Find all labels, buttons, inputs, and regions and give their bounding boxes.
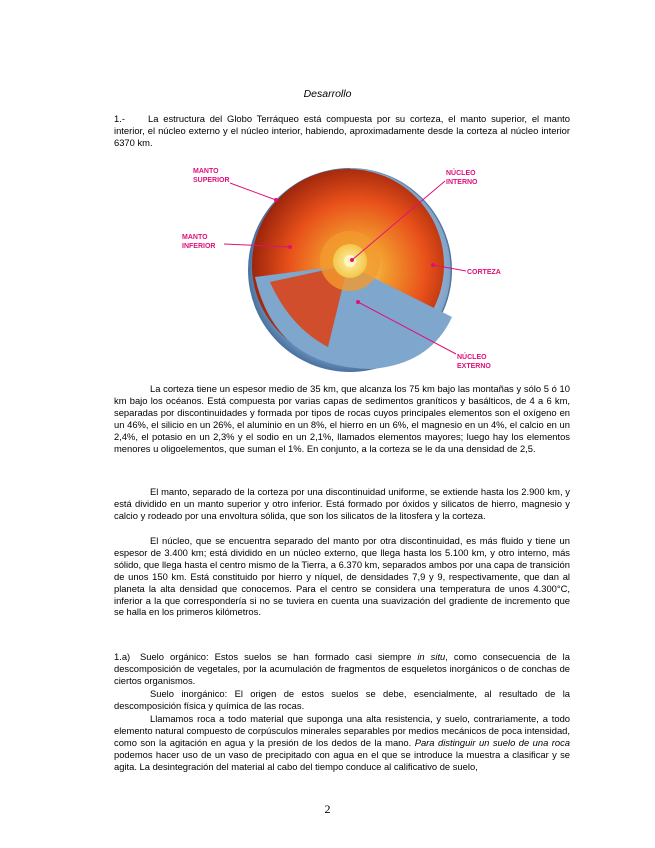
label-manto-superior <box>193 168 278 202</box>
paragraph-nucleo: El núcleo, que se encuentra separado del manto por otra discontinuidad, es más fluido y tiene un espesor de 3.400 km; está dividido en un núcleo externo, que llega hasta los 5.100 km, y otro interno, más sólido, que llega hasta el centro mismo de la Tierra, a 6.370 km, separados ambos por una capa de transición de unos 150 km. Está constituido por hierro y níquel, de densidades 7,9 y 9, respectivamente, que dan al planeta la alta densidad que conocemos. Para el centro se considera una temperatura de unos 4.300°C, inferior a la que correspondería si no se tuviera en cuenta una suavización del gradiente de incremento que se halla en los primeros kilómetros. <box>114 535 570 618</box>
paragraph-suelo-organico: 1.a) Suelo orgánico: Estos suelos se han formado casi siempre in situ, como consecuencia de la descomposición de vegetales, por la acumulación de fragmentos de esqueletos inorgánicos o de conchas de ciertos organismos. <box>114 651 570 686</box>
intro-text: La estructura del Globo Terráqueo está compuesta por su corteza, el manto superior, el manto interior, el núcleo externo y el núcleo interior, habiendo, aproximadamente desde la corteza al núcleo interior 6370 km. <box>114 113 570 148</box>
svg-text:NÚCLEO: NÚCLEO <box>446 170 476 177</box>
intro-number: 1.- <box>114 113 125 124</box>
svg-text:MANTO: MANTO <box>193 168 219 175</box>
svg-text:INTERNO: INTERNO <box>446 179 478 186</box>
svg-text:CORTEZA: CORTEZA <box>467 269 501 276</box>
suelo-organico-number: 1.a) <box>114 651 131 662</box>
paragraph-manto: El manto, separado de la corteza por una discontinuidad uniforme, se extiende hasta los 2.900 km, y está dividido en un manto superior y otro inferior. Está formado por óxidos y silicatos de hierro, magnesio y calcio y rodeado por una envoltura sólida, que son los silicatos de la litosfera y la corteza. <box>114 486 570 521</box>
page-number: 2 <box>324 802 331 816</box>
section-heading: Desarrollo <box>303 88 352 100</box>
svg-text:NÚCLEO: NÚCLEO <box>457 354 487 361</box>
earth-structure-figure <box>180 157 515 375</box>
intro-paragraph <box>114 113 570 149</box>
svg-text:INFERIOR: INFERIOR <box>182 243 216 250</box>
svg-text:EXTERNO: EXTERNO <box>457 363 491 370</box>
svg-text:SUPERIOR: SUPERIOR <box>193 177 230 184</box>
paragraph-roca-suelo: Llamamos roca a todo material que suponga una alta resistencia, y suelo, contrariamente, a todo elemento natural compuesto de corpúsculos minerales separables por medios mecánicos de poca intensidad, como son la agitación en agua y la presión de los dedos de la mano. Para distinguir un suelo de una roca podemos hacer uso de un vaso de precipitado con agua en el que se introduce la muestra a clasificar y se agita. La desintegración del material al cabo del tiempo conduce al calificativo de suelo, <box>114 713 571 772</box>
svg-text:MANTO: MANTO <box>182 234 208 241</box>
earth-globe <box>248 168 452 372</box>
paragraph-suelo-inorganico: Suelo inorgánico: El origen de estos suelos se debe, esencialmente, al resultado de la descomposición física y química de las rocas. <box>114 688 570 711</box>
paragraph-corteza: La corteza tiene un espesor medio de 35 km, que alcanza los 75 km bajo las montañas y sólo 5 ó 10 km bajo los océanos. Está compuesta por varias capas de sedimentos graníticos y basálticos, de 4 a 6 km, separadas por discontinuidades y formada por tipos de rocas cuyos principales elementos son el oxígeno en un 46%, el silicio en un 26%, el aluminio en un 8%, el hierro en un 6%, el magnesio en un 4%, el calcio en un 2,4%, el potasio en un 2,3% y el sodio en un 2,1%, llamados elementos mayores; luego hay los elementos menores u oligoelementos, que suman el 1%. En conjunto, a la corteza se le da una densidad de 2,5. <box>114 383 570 454</box>
